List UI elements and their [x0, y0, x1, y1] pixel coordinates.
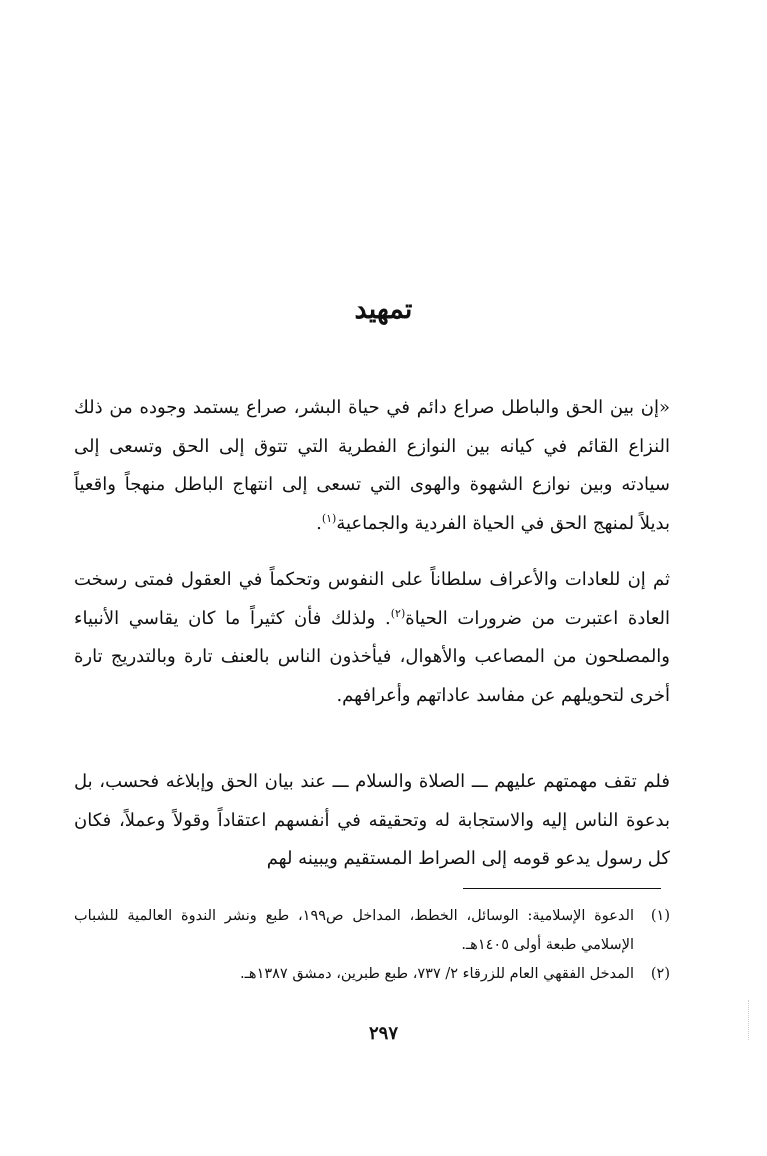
- paragraph-3: [74, 763, 670, 879]
- scan-margin-mark: [748, 1000, 749, 1040]
- footnote-ref-1[interactable]: (١): [321, 511, 337, 525]
- paragraph-3-text: فلم تقف مهمتهم عليهم ـــ الصلاة والسلام ـــ عند بيان الحق وإبلاغه فحسب، بل بدعوة الناس إليه والاستجابة له وتحقيقه في أنفسهم اعتقاداً وقولاً وعملاً، فكان كل رسول يدعو قومه إلى الصراط المستقيم ويبينه لهم: [74, 771, 670, 869]
- paragraph-1-text: «إن بين الحق والباطل صراع دائم في حياة البشر، صراع يستمد وجوده من ذلك النزاع القائم في كيانه بين النوازع الفطرية التي تتوق إلى الحق وتسعى إلى سيادته وبين نوازع الشهوة والهوى التي تسعى إلى انتهاج الباطل منهجاً واقعياً بديلاً لمنهج الحق في الحياة الفردية والجماعية: [74, 397, 670, 534]
- footnote-divider: [463, 888, 661, 889]
- footnote-2-number: (٢): [650, 966, 670, 982]
- paragraph-1: [74, 389, 670, 543]
- footnote-1-number: (١): [650, 908, 670, 924]
- page-number: ٢٩٧: [368, 1023, 398, 1044]
- page-title: تمهيد: [354, 294, 413, 325]
- footnote-ref-2[interactable]: (٢): [390, 606, 406, 620]
- footnote-1-text: الدعوة الإسلامية: الوسائل، الخطط، المداخل ص١٩٩، طبع ونشر الندوة العالمية للشباب الإسلامي طبعة أولى ١٤٠٥هـ.: [74, 908, 634, 953]
- footnote-2: [74, 960, 670, 989]
- paragraph-2: [74, 561, 670, 715]
- footnote-2-text: المدخل الفقهي العام للزرقاء ٢/ ٧٣٧، طبع طبرين، دمشق ١٣٨٧هـ.: [240, 966, 634, 982]
- paragraph-1-tail: .: [316, 512, 322, 534]
- paragraph-2-text: ثم إن للعادات والأعراف سلطاناً على النفوس وتحكماً في العقول فمتى رسخت العادة اعتبرت من ضرورات الحياة: [74, 569, 670, 629]
- paragraph-2-tail: . ولذلك فأن كثيراً ما كان يقاسي الأنبياء والمصلحون من المصاعب والأهوال، فيأخذون الناس بالعنف تارة وبالتدريج تارة أخرى لتحويلهم عن مفاسد عاداتهم وأعرافهم.: [74, 607, 670, 706]
- footnotes-section: [74, 902, 670, 989]
- footnote-1: [74, 902, 670, 960]
